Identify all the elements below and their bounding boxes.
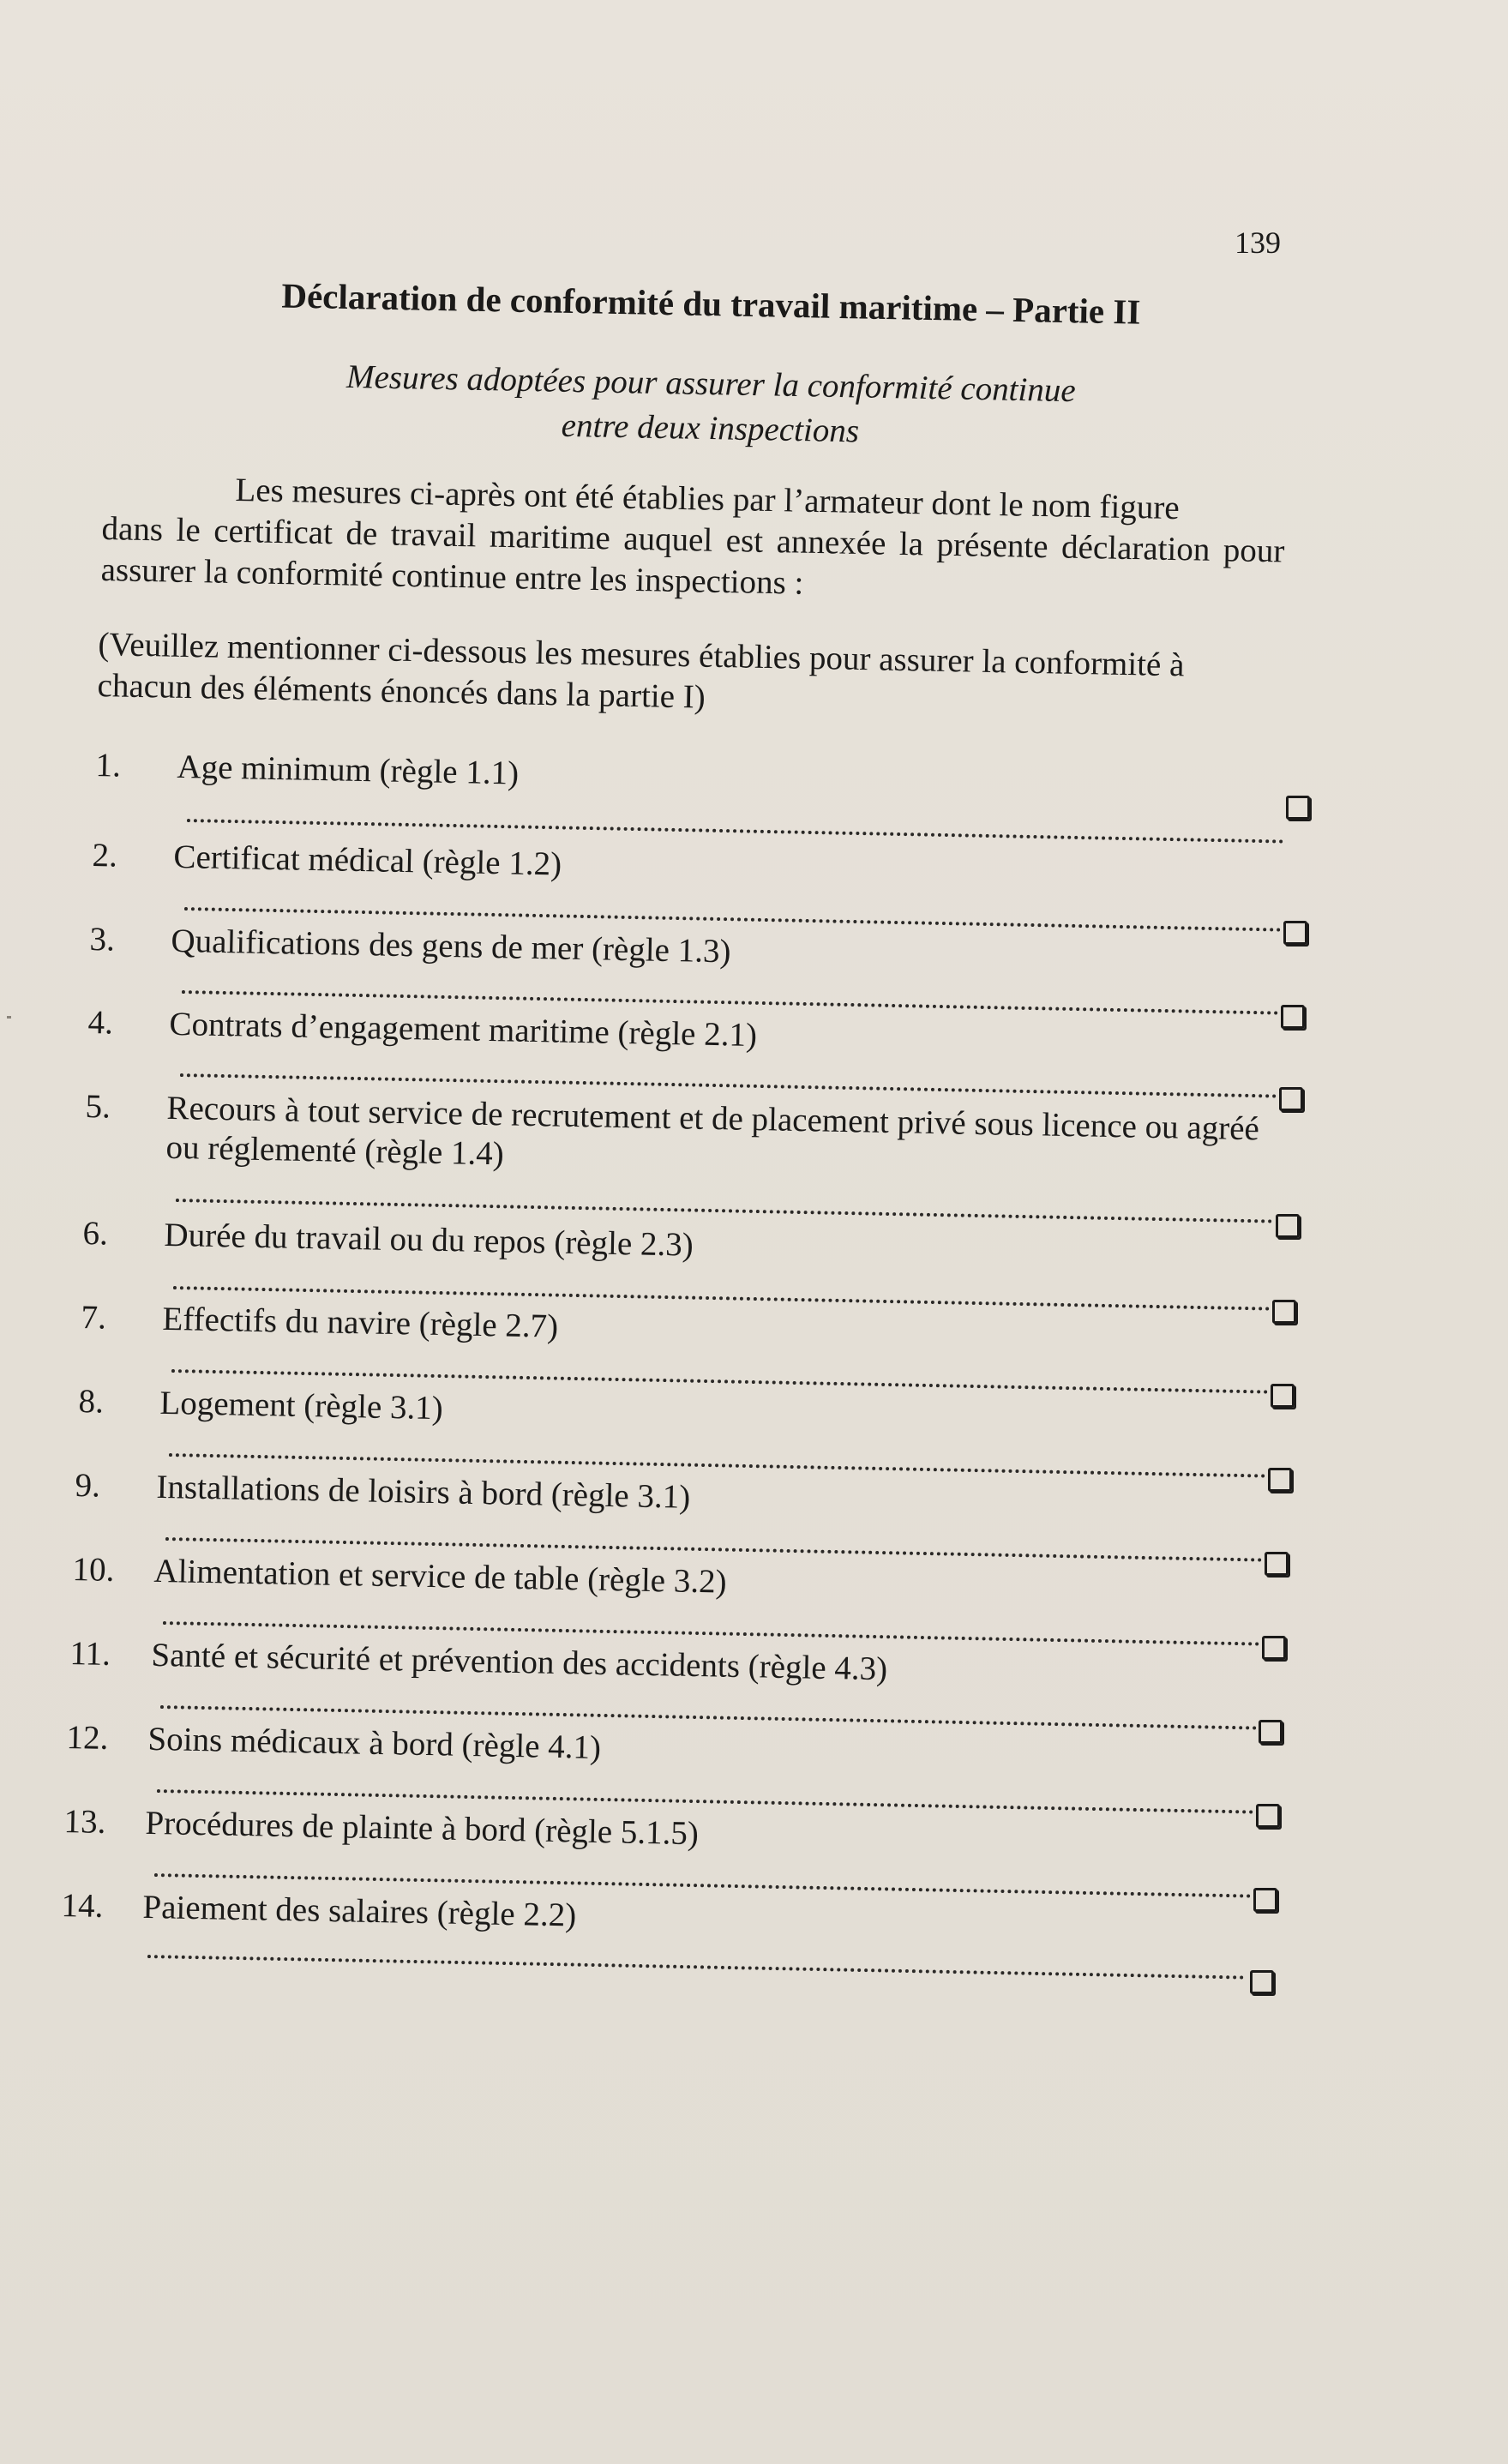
item-label: Soins médicaux à bord (règle 4.1) (147, 1720, 602, 1766)
item-number: 14. (61, 1886, 104, 1925)
intro-paragraph (100, 467, 1286, 613)
list-item (75, 1466, 1293, 1516)
list-item (89, 920, 1307, 971)
item-number: 4. (87, 1003, 114, 1042)
item-label: Logement (règle 3.1) (159, 1384, 444, 1427)
item-number: 13. (63, 1802, 106, 1841)
checkbox[interactable] (1276, 1214, 1300, 1238)
item-number: 9. (75, 1466, 101, 1505)
item-label: Paiement des salaires (règle 2.2) (142, 1888, 577, 1934)
item-label: Certificat médical (règle 1.2) (173, 838, 562, 883)
item-label: Alimentation et service de table (règle 3.2) (153, 1552, 727, 1601)
item-number: 1. (95, 746, 122, 784)
item-number: 11. (69, 1634, 111, 1673)
item-label: Contrats d’engagement maritime (règle 2.1) (169, 1005, 758, 1054)
checkbox[interactable] (1286, 796, 1310, 820)
instruction-paragraph: (Veuillez mentionner ci-dessous les mesures établies pour assurer la conformité à chacun des éléments énoncés dans la partie I) (97, 625, 1185, 716)
item-number: 12. (66, 1718, 109, 1757)
intro-first-line: Les mesures ci-après ont été établies par l’armateur dont le nom figure (235, 471, 1181, 527)
item-label: Effectifs du navire (règle 2.7) (162, 1300, 559, 1345)
item-number: 2. (92, 836, 118, 874)
checkbox[interactable] (1250, 1970, 1274, 1994)
item-label: Procédures de plainte à bord (règle 5.1.5) (145, 1804, 700, 1853)
item-number: 8. (78, 1382, 105, 1421)
item-number: 10. (72, 1550, 115, 1589)
item-number: 5. (85, 1087, 111, 1126)
item-label: Installations de loisirs à bord (règle 3.1) (156, 1468, 691, 1516)
margin-mark (7, 1016, 11, 1019)
list-item (72, 1550, 1290, 1601)
list-item (87, 1003, 1306, 1054)
list-item (63, 1802, 1282, 1853)
item-label: Recours à tout service de recrutement et de placement privé sous licence ou agréé ou réglementé (règle 1.4) (165, 1089, 1260, 1173)
item-label: Age minimum (règle 1.1) (177, 748, 520, 792)
checkbox[interactable] (1279, 1087, 1303, 1111)
list-item (95, 746, 1313, 792)
list-item (81, 1298, 1299, 1345)
checkbox[interactable] (1283, 921, 1307, 945)
page-title: Déclaration de conformité du travail maritime – Partie II (281, 275, 1141, 332)
list-item (69, 1634, 1288, 1688)
list-item (61, 1886, 1279, 1934)
item-label: Qualifications des gens de mer (règle 1.3) (171, 922, 731, 971)
item-label: Durée du travail ou du repos (règle 2.3) (164, 1216, 694, 1264)
answer-line[interactable] (147, 1955, 1245, 1980)
list-item (66, 1718, 1284, 1766)
item-number: 3. (89, 920, 116, 959)
item-number: 7. (81, 1298, 107, 1337)
list-item (78, 1382, 1296, 1427)
subtitle-line-1: Mesures adoptées pour assurer la conformité continue (345, 358, 1077, 410)
intro-remaining-text: dans le certificat de travail maritime auquel est annexée la présente déclaration pour assurer la conformité continue entre les inspections : (100, 509, 1285, 602)
item-label: Santé et sécurité et prévention des accidents (règle 4.3) (151, 1636, 888, 1688)
subtitle-line-2: entre deux inspections (561, 406, 860, 450)
answer-line[interactable] (187, 819, 1284, 844)
page-number: 139 (1235, 225, 1281, 260)
item-number: 6. (82, 1214, 109, 1253)
page-subtitle (170, 352, 1252, 461)
